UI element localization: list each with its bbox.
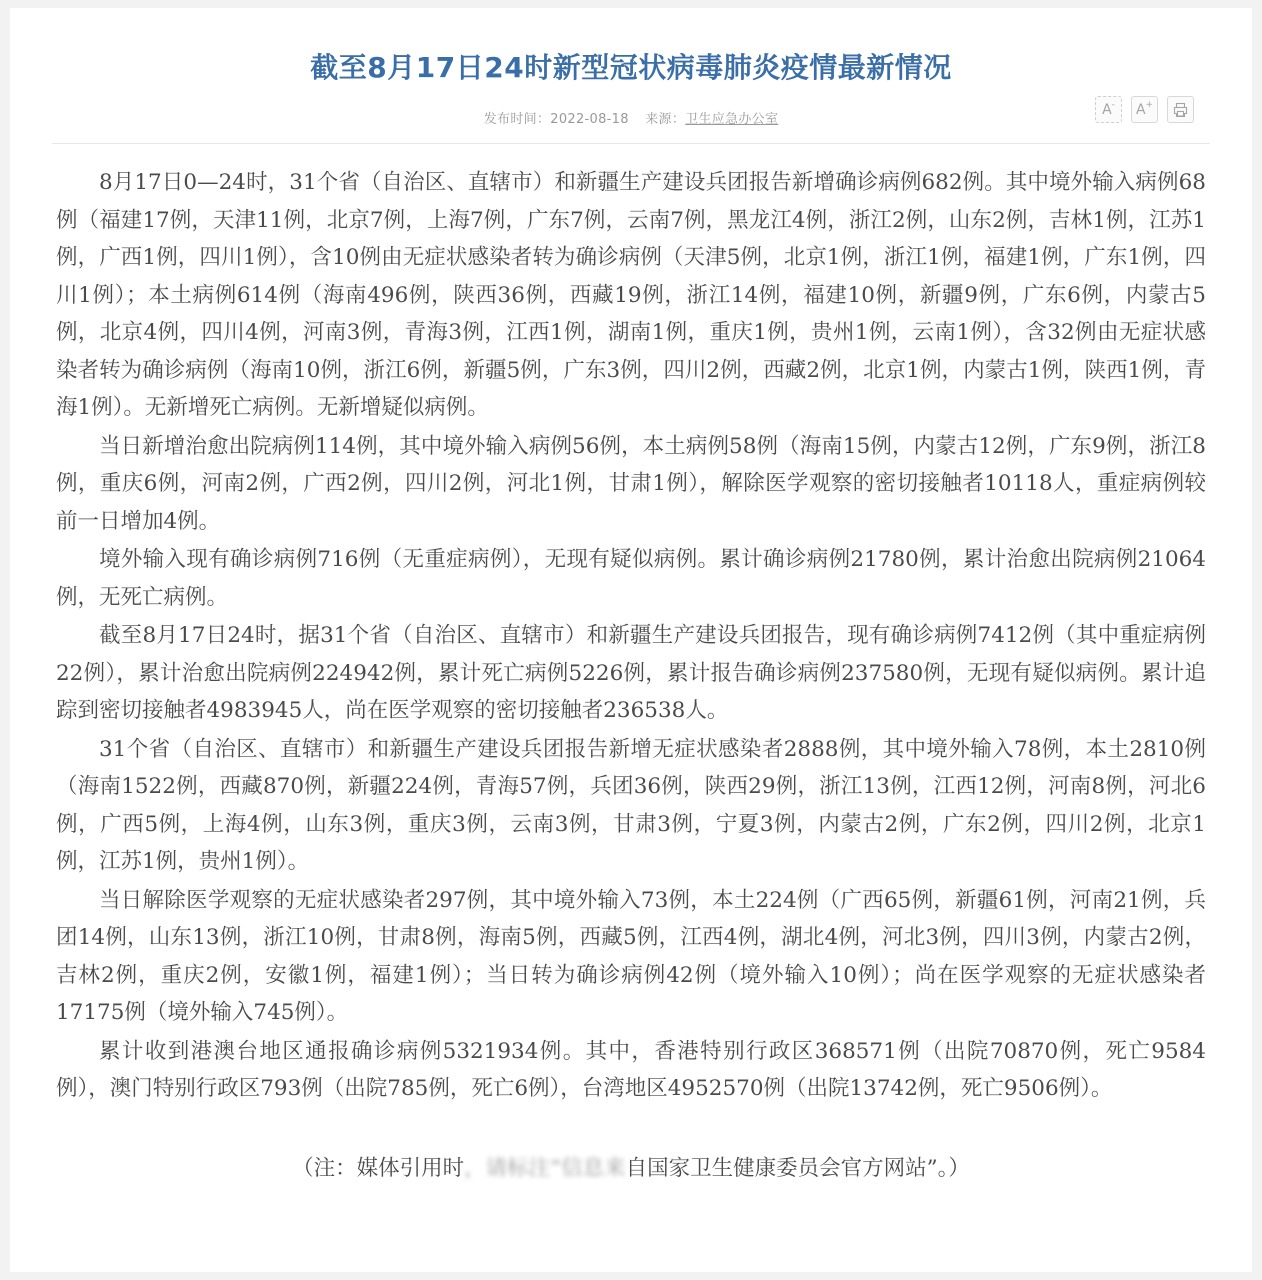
increase-font-button[interactable]: [1131, 96, 1158, 123]
source-label: 来源：: [645, 112, 686, 128]
citation-note-prefix: （注：媒体引用时: [292, 1155, 465, 1181]
paragraph: 境外输入现有确诊病例716例（无重症病例），无现有疑似病例。累计确诊病例21780例，累计治愈出院病例21064例，无死亡病例。: [56, 547, 1206, 610]
decrease-font-label: A: [1102, 101, 1112, 118]
increase-font-label: A: [1135, 101, 1146, 118]
publish-time-label: 发布时间：: [483, 112, 551, 128]
citation-note: [56, 1150, 1206, 1188]
paragraph: 31个省（自治区、直辖市）和新疆生产建设兵团报告新增无症状感染者2888例，其中境外输入78例，本土2810例（海南1522例，西藏870例，新疆224例，青海57例，兵团36例，陕西29例，浙江13例，江西12例，河南8例，河北6例，广西5例，上海4例，山东3例，重庆3例，云南3例，甘肃3例，宁夏3例，内蒙古2例，广东2例，四川2例，北京1例，江苏1例，贵州1例）。: [56, 736, 1206, 875]
publish-time: [484, 108, 629, 127]
article-meta: [10, 108, 1252, 127]
publish-time-value: 2022-08-18: [550, 112, 629, 128]
page-title: 截至8月17日24时新型冠状病毒肺炎疫情最新情况: [310, 51, 952, 84]
paragraph: 截至8月17日24时，据31个省（自治区、直辖市）和新疆生产建设兵团报告，现有确诊病例7412例（其中重症病例22例），累计治愈出院病例224942例，累计死亡病例5226例，累计报告确诊病例237580例，无现有疑似病例。累计追踪到密切接触者4983945人，尚在医学观察的密切接触者236538人。: [56, 623, 1206, 724]
printer-icon: [1172, 102, 1189, 118]
plus-icon: +: [1145, 100, 1154, 110]
article-page: [10, 8, 1252, 1272]
paragraph: 累计收到港澳台地区通报确诊病例5321934例。其中，香港特别行政区368571例（出院70870例，死亡9584例），澳门特别行政区793例（出院785例，死亡6例），台湾地区4952570例（出院13742例，死亡9506例）。: [56, 1038, 1206, 1102]
article-tools: [1095, 96, 1194, 123]
print-button[interactable]: [1167, 96, 1194, 123]
article-body: [56, 144, 1206, 1108]
citation-note-suffix: 自国家卫生健康委员会官方网站”。）: [625, 1155, 970, 1181]
paragraph: 当日解除医学观察的无症状感染者297例，其中境外输入73例，本土224例（广西65例，新疆61例，河南21例，兵团14例，山东13例，浙江10例，甘肃8例，海南5例，西藏5例，江西4例，湖北4例，河北3例，四川3例，内蒙古2例，吉林2例，重庆2例，安徽1例，福建1例）；当日转为确诊病例42例（境外输入10例）；尚在医学观察的无症状感染者17175例（境外输入745例）。: [56, 887, 1206, 1026]
citation-note-blurred: ，请标注“信息来: [464, 1155, 626, 1181]
header-divider: [52, 143, 1210, 144]
source-link[interactable]: 卫生应急办公室: [685, 112, 779, 128]
paragraph: 当日新增治愈出院病例114例，其中境外输入病例56例，本土病例58例（海南15例，内蒙古12例，广东9例，浙江8例，重庆6例，河南2例，广西2例，四川2例，河北1例，甘肃1例），解除医学观察的密切接触者10118人，重症病例较前一日增加4例。: [56, 433, 1206, 534]
source: [645, 108, 778, 127]
article-header: [10, 8, 1252, 144]
minus-icon: -: [1111, 100, 1115, 110]
paragraph: 8月17日0—24时，31个省（自治区、直辖市）和新疆生产建设兵团报告新增确诊病例682例。其中境外输入病例68例（福建17例，天津11例，北京7例，上海7例，广东7例，云南7例，黑龙江4例，浙江2例，山东2例，吉林1例，江苏1例，广西1例，四川1例），含10例由无症状感染者转为确诊病例（天津5例，北京1例，浙江1例，福建1例，广东1例，四川1例）；本土病例614例（海南496例，陕西36例，西藏19例，浙江14例，福建10例，新疆9例，广东6例，内蒙古5例，北京4例，四川4例，河南3例，青海3例，江西1例，湖南1例，重庆1例，贵州1例，云南1例），含32例由无症状感染者转为确诊病例（海南10例，浙江6例，新疆5例，广东3例，四川2例，西藏2例，北京1例，内蒙古1例，陕西1例，青海1例）。无新增死亡病例。无新增疑似病例。: [56, 170, 1206, 421]
decrease-font-button[interactable]: [1095, 96, 1122, 123]
